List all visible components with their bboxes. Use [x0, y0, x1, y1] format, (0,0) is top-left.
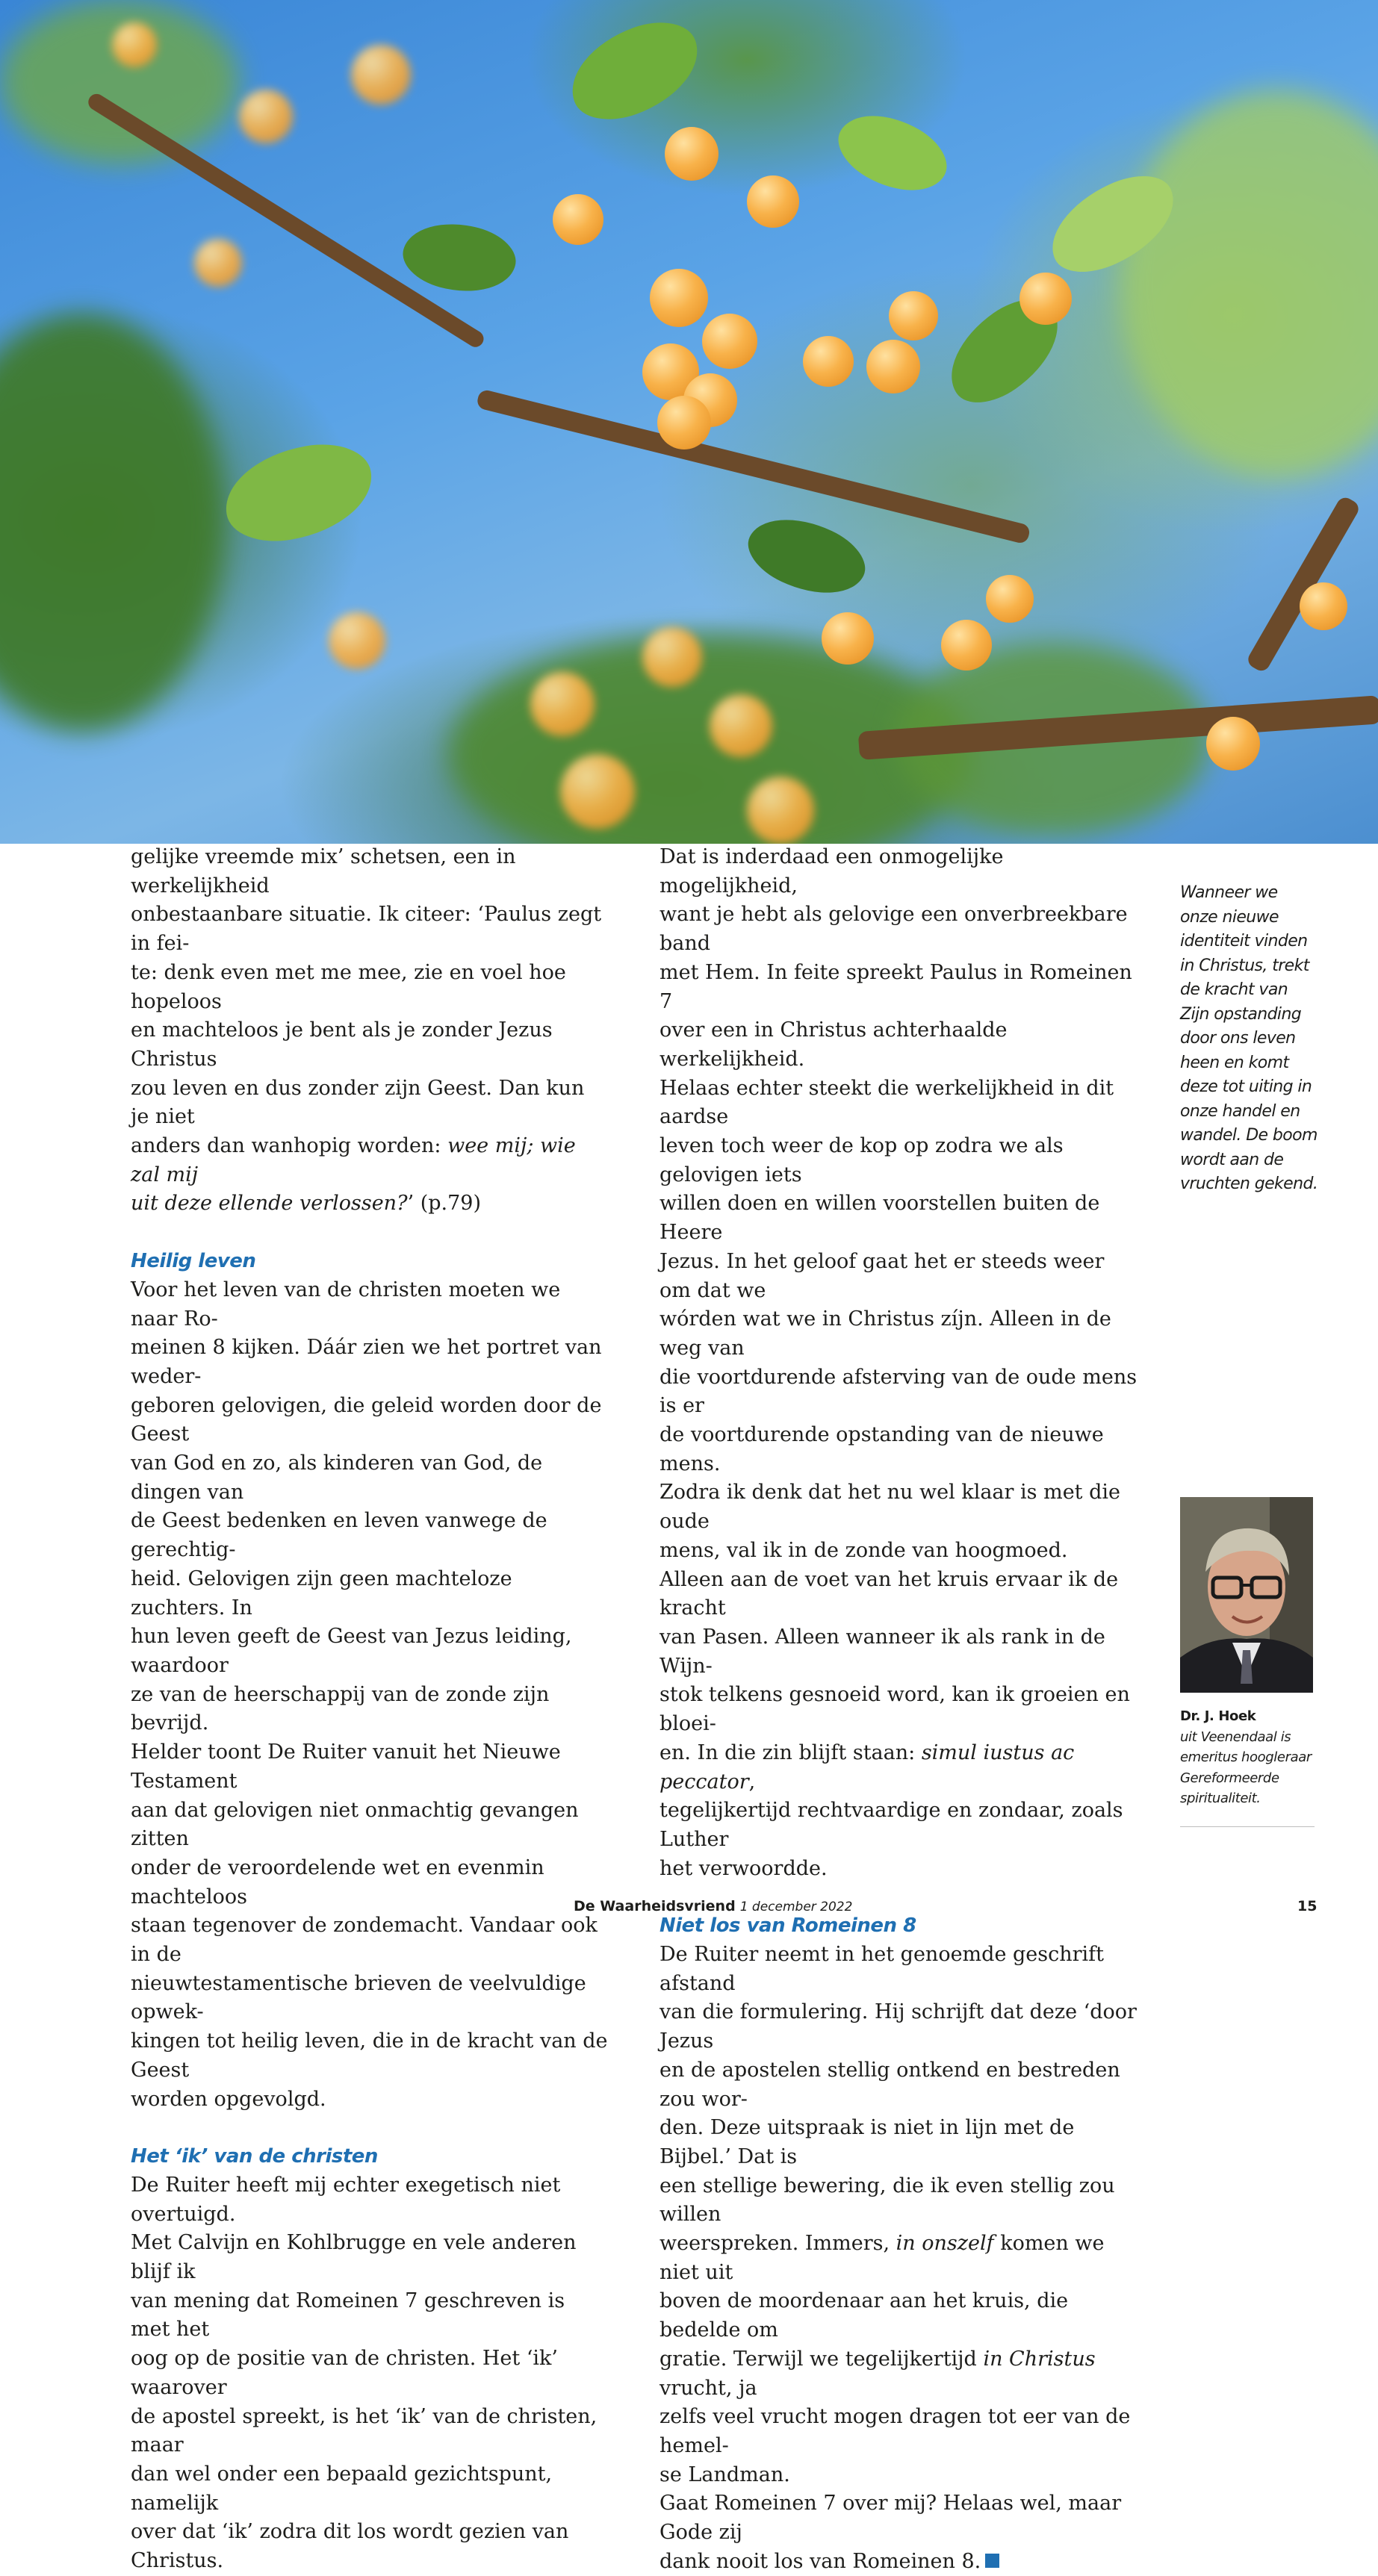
- caption-divider: [1180, 1826, 1315, 1827]
- text-line: Gaat Romeinen 7 over mij? Helaas wel, maar Gode zij: [659, 2492, 1122, 2545]
- text-line: dank nooit los van Romeinen 8.: [659, 2549, 981, 2573]
- text-line: mens, val ik in de zonde van hoogmoed.: [659, 1538, 1068, 1562]
- text-line: ,: [748, 1770, 756, 1793]
- text-column-2: [659, 843, 1138, 2576]
- text-line: heid. Gelovigen zijn geen machteloze zuchters. In: [131, 1567, 512, 1620]
- text-line: Helaas echter steekt die werkelijkheid in dit aardse: [659, 1076, 1114, 1129]
- text-line: se Landman.: [659, 2463, 790, 2486]
- text-line: de apostel spreekt, is het ‘ik’ van de christen, maar: [131, 2404, 598, 2457]
- quote-italic: uit deze ellende verlossen?: [131, 1192, 408, 1216]
- text-line: weerspreken. Immers,: [659, 2232, 896, 2256]
- paragraph: [659, 2489, 1138, 2576]
- text-line: van God en zo, als kinderen van God, de dingen van: [131, 1452, 543, 1504]
- text-line: onbestaanbare situatie. Ik citeer: ‘Paulus zegt in fei-: [131, 903, 602, 956]
- paragraph: [131, 2171, 609, 2576]
- text-line: nieuwtestamentische brieven de veelvuldige opwek-: [131, 1971, 586, 2024]
- pull-quote-line: identiteit vinden: [1180, 932, 1308, 951]
- text-line: tegelijkertijd rechtvaardige en zondaar, zoals Luther: [659, 1799, 1123, 1851]
- text-line: De Ruiter neemt in het genoemde geschrift afstand: [659, 1943, 1105, 1995]
- pull-quote-line: vruchten gekend.: [1180, 1175, 1318, 1193]
- text-line: Jezus. In het geloof gaat het er steeds weer om dat we: [659, 1249, 1105, 1302]
- text-line: van mening dat Romeinen 7 geschreven is met het: [131, 2289, 565, 2342]
- paragraph: [131, 843, 609, 1219]
- text-line: onder de veroordelende wet en evenmin machteloos: [131, 1855, 544, 1908]
- text-line: den. Deze uitspraak is niet in lijn met de Bijbel.’ Dat is: [659, 2116, 1075, 2168]
- text-line: het verwoordde.: [659, 1856, 828, 1880]
- text-line: hun leven geeft de Geest van Jezus leiding, waardoor: [131, 1625, 572, 1677]
- text-line: De Ruiter heeft mij echter exegetisch niet overtuigd.: [131, 2173, 561, 2226]
- text-line: leven toch weer de kop op zodra we als gelovigen iets: [659, 1134, 1064, 1186]
- text-line: over een in Christus achterhaalde werkelijkheid.: [659, 1018, 1008, 1071]
- pull-quote-line: Zijn opstanding: [1180, 1004, 1302, 1024]
- paragraph: [659, 1566, 1138, 1884]
- text-line: en de apostelen stellig ontkend en bestreden zou wor-: [659, 2058, 1120, 2111]
- text-line: ze van de heerschappij van de zonde zijn bevrijd.: [131, 1682, 550, 1735]
- text-line: gratie. Terwijl we tegelijkertijd: [659, 2347, 984, 2371]
- pull-quote-line: in Christus, trekt: [1180, 956, 1309, 975]
- magazine-name: De Waarheidsvriend: [574, 1898, 736, 1914]
- pull-quote: [1180, 881, 1329, 1197]
- paragraph: [659, 843, 1138, 1566]
- text-line: zou leven en dus zonder zijn Geest. Dan kun je niet: [131, 1076, 585, 1129]
- paragraph: [659, 1941, 1138, 2489]
- latin-phrase: simul iustus ac peccator: [659, 1740, 1075, 1793]
- hero-photo: [0, 0, 1378, 844]
- text-line: en. In die zin blijft staan:: [659, 1740, 922, 1764]
- author-name: Dr. J. Hoek: [1180, 1708, 1256, 1724]
- text-line: de voortdurende opstanding van de nieuwe mens.: [659, 1423, 1104, 1475]
- text-line: gelijke vreemde mix’ schetsen, een in werkelijkheid: [131, 845, 516, 897]
- text-line: boven de moordenaar aan het kruis, die bedelde om: [659, 2289, 1069, 2342]
- pull-quote-line: de kracht van: [1180, 980, 1288, 999]
- issue-date: 1 december 2022: [739, 1900, 853, 1914]
- page-number: 15: [1297, 1898, 1318, 1914]
- author-description: spiritualiteit.: [1180, 1791, 1261, 1806]
- paragraph: [131, 1276, 609, 2114]
- emphasis: in onszelf: [896, 2232, 994, 2256]
- author-description: Gereformeerde: [1180, 1770, 1279, 1786]
- section-heading: Heilig leven: [131, 1250, 256, 1273]
- text-line: een stellige bewering, die ik even stellig zou willen: [659, 2174, 1115, 2227]
- text-line: want je hebt als gelovige een onverbreekbare band: [659, 903, 1128, 956]
- section-heading: Het ‘ik’ van de christen: [131, 2145, 378, 2168]
- emphasis: in Christus: [983, 2347, 1096, 2371]
- text-line: geboren gelovigen, die geleid worden door de Geest: [131, 1393, 602, 1446]
- section-heading: Niet los van Romeinen 8: [659, 1914, 916, 1938]
- text-line: de Geest bedenken en leven vanwege de gerechtig-: [131, 1509, 547, 1562]
- author-description: emeritus hoogleraar: [1180, 1749, 1312, 1765]
- quote-italic: wee mij; wie zal mij: [131, 1134, 576, 1186]
- citation: ’ (p.79): [407, 1192, 482, 1216]
- pull-quote-line: door ons leven: [1180, 1029, 1296, 1048]
- text-line: oog op de positie van de christen. Het ‘ik’ waarover: [131, 2347, 558, 2399]
- text-column-1: [131, 843, 609, 2576]
- text-line: die voortdurende afsterving van de oude mens is er: [659, 1365, 1138, 1418]
- text-line: aan dat gelovigen niet onmachtig gevangen zitten: [131, 1798, 579, 1851]
- text-line: willen doen en willen voorstellen buiten de Heere: [659, 1192, 1100, 1245]
- text-line: van Pasen. Alleen wanneer ik als rank in de Wijn-: [659, 1625, 1105, 1678]
- author-description: uit Veenendaal is: [1180, 1729, 1291, 1745]
- pull-quote-line: wandel. De boom: [1180, 1126, 1318, 1145]
- text-line: Alleen aan de voet van het kruis ervaar ik de kracht: [659, 1567, 1119, 1620]
- text-line: kingen tot heilig leven, die in de kracht van de Geest: [131, 2029, 608, 2082]
- text-line: Helder toont De Ruiter vanuit het Nieuwe Testament: [131, 1740, 561, 1793]
- pull-quote-line: heen en komt: [1180, 1053, 1289, 1072]
- text-line: en machteloos je bent als je zonder Jezus Christus: [131, 1018, 553, 1071]
- text-line: Met Calvijn en Kohlbrugge en vele anderen blijf ik: [131, 2231, 577, 2284]
- text-line: van die formulering. Hij schrijft dat deze ‘door Jezus: [659, 2000, 1137, 2053]
- footer-publication: [574, 1898, 852, 1914]
- author-caption: [1180, 1706, 1337, 1809]
- text-line: stok telkens gesnoeid word, kan ik groeien en bloei-: [659, 1683, 1130, 1736]
- author-photo: [1180, 1497, 1313, 1693]
- text-line: te: denk even met me mee, zie en voel hoe hopeloos: [131, 960, 566, 1013]
- text-line: wórden wat we in Christus zíjn. Alleen in de weg van: [659, 1307, 1111, 1360]
- author-portrait: [1180, 1497, 1313, 1693]
- text-line: zelfs veel vrucht mogen dragen tot eer van de hemel-: [659, 2405, 1131, 2457]
- text-line: met Hem. In feite spreekt Paulus in Romeinen 7: [659, 960, 1132, 1013]
- page-footer: [0, 1898, 1378, 1920]
- text-line: over dat ‘ik’ zodra dit los wordt gezien van Christus.: [131, 2520, 569, 2573]
- text-line: vrucht, ja: [659, 2376, 757, 2400]
- text-line: komen we niet uit: [659, 2232, 1105, 2284]
- text-line: Voor het leven van de christen moeten we naar Ro-: [131, 1278, 561, 1331]
- pull-quote-line: onze handel en: [1180, 1101, 1300, 1121]
- pull-quote-line: deze tot uiting in: [1180, 1077, 1312, 1096]
- pull-quote-line: onze nieuwe: [1180, 907, 1279, 927]
- text-line: meinen 8 kijken. Dáár zien we het portret van weder-: [131, 1336, 602, 1388]
- pull-quote-line: Wanneer we: [1180, 883, 1278, 902]
- text-line: dan wel onder een bepaald gezichtspunt, namelijk: [131, 2462, 553, 2515]
- text-line: staan tegenover de zondemacht. Vandaar ook in de: [131, 1914, 598, 1967]
- text-line: worden opgevolgd.: [131, 2087, 326, 2111]
- pull-quote-line: wordt aan de: [1180, 1150, 1284, 1169]
- text-line: Dat is inderdaad een onmogelijke mogelijkheid,: [659, 845, 1004, 897]
- end-mark-square: [985, 2554, 999, 2568]
- text-line: Zodra ik denk dat het nu wel klaar is met die oude: [659, 1481, 1121, 1534]
- text-line: anders dan wanhopig worden:: [131, 1134, 448, 1158]
